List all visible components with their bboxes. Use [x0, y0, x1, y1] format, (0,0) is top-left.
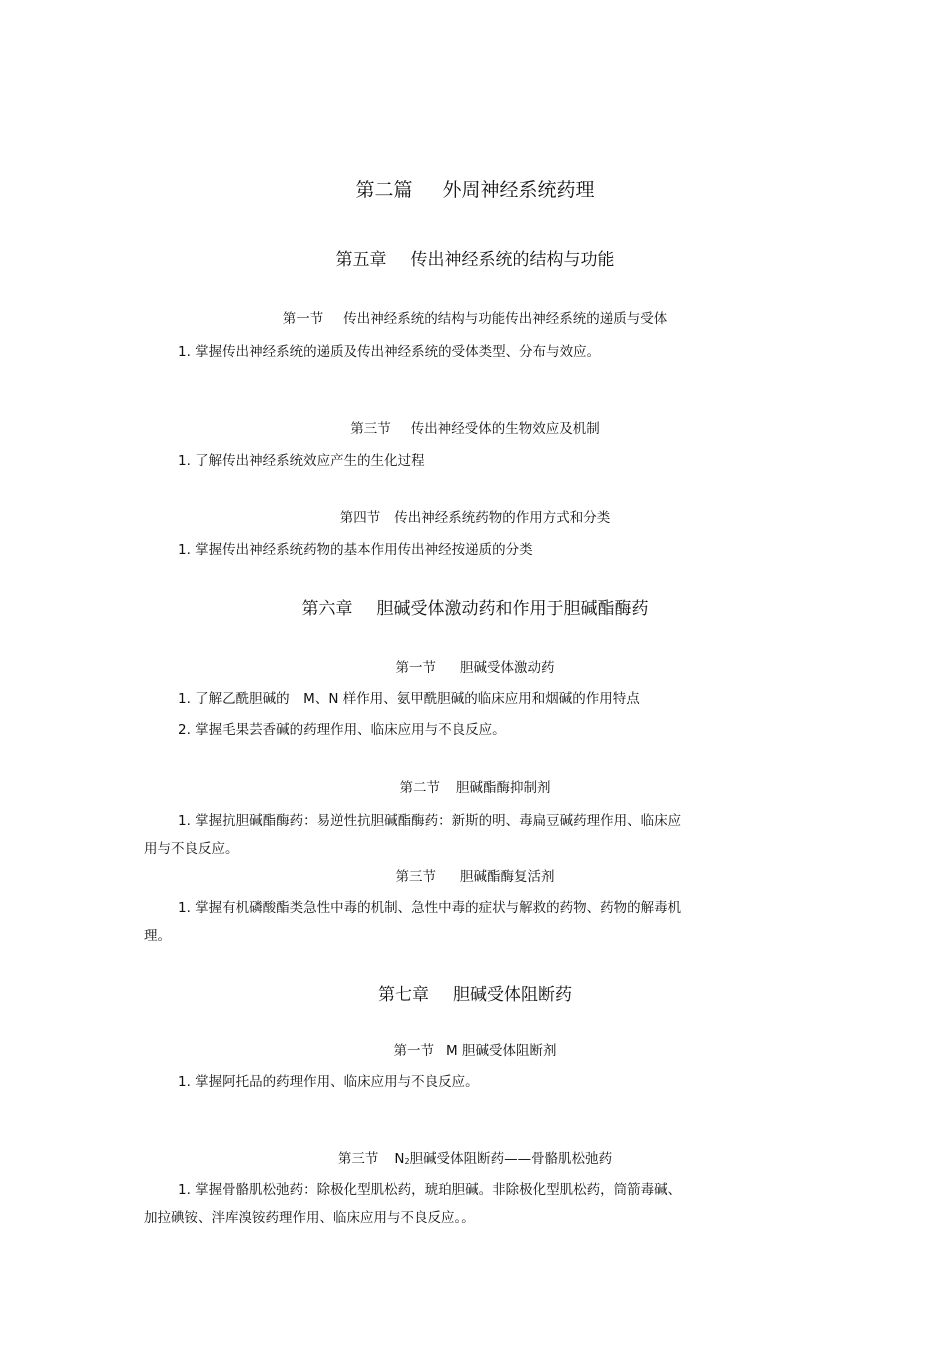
section-label: 第三节 — [350, 421, 391, 437]
part-heading — [0, 181, 950, 200]
section-title-subscript: 2 — [404, 1157, 410, 1166]
chapter-title: 胆碱受体阻断药 — [453, 985, 572, 1005]
list-item: 1. 掌握传出神经系统的递质及传出神经系统的受体类型、分布与效应。 — [178, 344, 601, 360]
chapter-heading — [0, 252, 950, 269]
section-label: 第三节 — [337, 1151, 379, 1167]
section-heading — [0, 782, 950, 796]
section-label: 第二节 — [399, 780, 440, 796]
section-title: 胆碱酯酶复活剂 — [460, 869, 555, 885]
list-item: 1. 掌握有机磷酸酯类急性中毒的机制、急性中毒的症状与解救的药物、药物的解毒机 — [178, 900, 682, 916]
section-label: 第三节 — [395, 869, 436, 885]
section-label: 第一节 — [393, 1043, 435, 1059]
chapter-heading — [0, 987, 950, 1004]
section-title: 传出神经受体的生物效应及机制 — [410, 421, 600, 437]
list-item: 1. 了解乙酰胆碱的 M、N 样作用、氨甲酰胆碱的临床应用和烟碱的作用特点 — [178, 691, 640, 707]
section-heading — [0, 662, 950, 676]
section-title: M 胆碱受体阻断剂 — [446, 1043, 557, 1059]
chapter-heading — [0, 601, 950, 618]
section-title: 胆碱受体激动药 — [460, 660, 555, 676]
chapter-label: 第七章 — [378, 985, 429, 1005]
list-item: 1. 掌握抗胆碱酯酶药：易逆性抗胆碱酯酶药：新斯的明、毒扁豆碱药理作用、临床应 — [178, 813, 682, 829]
list-item: 1. 掌握阿托品的药理作用、临床应用与不良反应。 — [178, 1074, 479, 1090]
section-heading — [0, 423, 950, 437]
section-label: 第一节 — [395, 660, 436, 676]
list-item-continuation: 加拉碘铵、泮库溴铵药理作用、临床应用与不良反应。。 — [144, 1210, 475, 1226]
section-title: 传出神经系统药物的作用方式和分类 — [394, 510, 611, 526]
list-item: 1. 了解传出神经系统效应产生的生化过程 — [178, 453, 425, 469]
chapter-title: 传出神经系统的结构与功能 — [410, 250, 615, 270]
part-title: 外周神经系统药理 — [442, 179, 595, 201]
list-item: 1. 掌握骨骼肌松弛药：除极化型肌松药，琥珀胆碱。非除极化型肌松药，筒箭毒碱、 — [178, 1182, 682, 1198]
chapter-label: 第五章 — [335, 250, 387, 270]
section-heading — [0, 1153, 950, 1167]
part-label: 第二篇 — [355, 179, 413, 201]
section-title: 胆碱酯酶抑制剂 — [456, 780, 551, 796]
chapter-title: 胆碱受体激动药和作用于胆碱酯酶药 — [376, 599, 649, 619]
section-label: 第四节 — [339, 510, 381, 526]
section-label: 第一节 — [282, 311, 324, 327]
list-item-continuation: 理。 — [144, 928, 171, 944]
section-heading — [0, 313, 950, 327]
section-heading — [0, 512, 950, 526]
section-title: 胆碱受体阻断药——骨骼肌松弛药 — [409, 1151, 613, 1167]
list-item-continuation: 用与不良反应。 — [144, 841, 239, 857]
section-title-prefix: N — [394, 1151, 405, 1167]
section-title: 传出神经系统的结构与功能传出神经系统的递质与受体 — [343, 311, 668, 327]
chapter-label: 第六章 — [301, 599, 353, 619]
list-item: 2. 掌握毛果芸香碱的药理作用、临床应用与不良反应。 — [178, 722, 506, 738]
section-heading — [0, 1045, 950, 1059]
section-heading — [0, 871, 950, 885]
list-item: 1. 掌握传出神经系统药物的基本作用传出神经按递质的分类 — [178, 542, 533, 558]
